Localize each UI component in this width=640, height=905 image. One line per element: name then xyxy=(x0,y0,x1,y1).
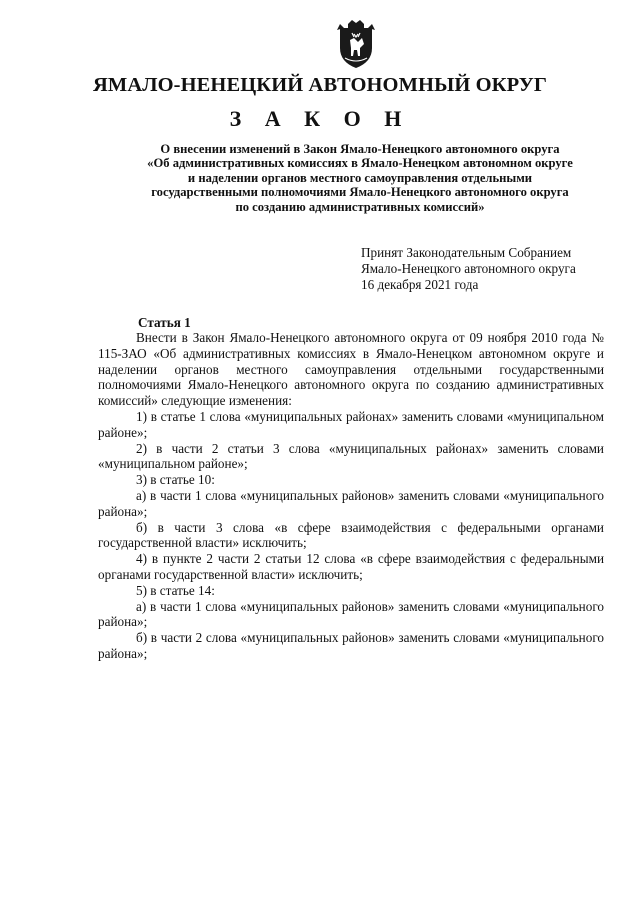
article-paragraph: 1) в статье 1 слова «муниципальных районах» заменить словами «муниципальном районе»; xyxy=(98,408,604,440)
article-paragraph: 4) в пункте 2 части 2 статьи 12 слова «в сфере взаимодействия с федеральными органами государственной власти» исключить; xyxy=(98,551,604,582)
article-body xyxy=(98,330,604,662)
region-heading: ЯМАЛО-НЕНЕЦКИЙ АВТОНОМНЫЙ ОКРУГ xyxy=(92,74,548,96)
law-title-line: по созданию административных комиссий» xyxy=(235,199,485,214)
adoption-line: Ямало-Ненецкого автономного округа xyxy=(361,261,576,276)
law-title-line: государственными полномочиями Ямало-Ненецкого автономного округа xyxy=(151,185,569,200)
article-paragraph: б) в части 3 слова «в сфере взаимодействия с федеральными органами государственной власти» исключить; xyxy=(98,519,604,551)
article-paragraph: б) в части 2 слова «муниципальных районов» заменить словами «муниципального района»; xyxy=(98,630,604,661)
article-paragraph: Внести в Закон Ямало-Ненецкого автономного округа от 09 ноября 2010 года № 115-ЗАО «Об административных комиссиях в Ямало-Ненецком автономном округе и наделении органов местного самоуправления отдельными государственными полномочиями Ямало-Ненецкого автономного округа по созданию административных комиссий» следующие изменения: xyxy=(98,330,604,409)
law-title-line: О внесении изменений в Закон Ямало-Ненецкого автономного округа xyxy=(160,142,560,156)
article-paragraph: 3) в статье 10: xyxy=(136,472,215,488)
article-paragraph: 5) в статье 14: xyxy=(136,582,215,598)
adoption-date: 16 декабря 2021 года xyxy=(361,277,479,292)
document-type: З А К О Н xyxy=(229,106,411,131)
law-title-line: и наделении органов местного самоуправления отдельными xyxy=(187,170,533,185)
adoption-line: Принят Законодательным Собранием xyxy=(361,245,572,260)
adoption-note xyxy=(361,245,576,293)
coat-of-arms-emblem xyxy=(334,18,378,70)
article-paragraph: а) в части 1 слова «муниципальных районов» заменить словами «муниципального района»; xyxy=(98,598,604,630)
article-heading: Статья 1 xyxy=(138,315,191,330)
law-title xyxy=(110,142,610,214)
article-paragraph: 2) в части 2 статьи 3 слова «муниципальных районах» заменить словами «муниципальном районе»; xyxy=(98,440,604,472)
law-title-line: «Об административных комиссиях в Ямало-Ненецком автономном округе xyxy=(147,156,573,171)
article-paragraph: а) в части 1 слова «муниципальных районов» заменить словами «муниципального района»; xyxy=(98,487,604,519)
